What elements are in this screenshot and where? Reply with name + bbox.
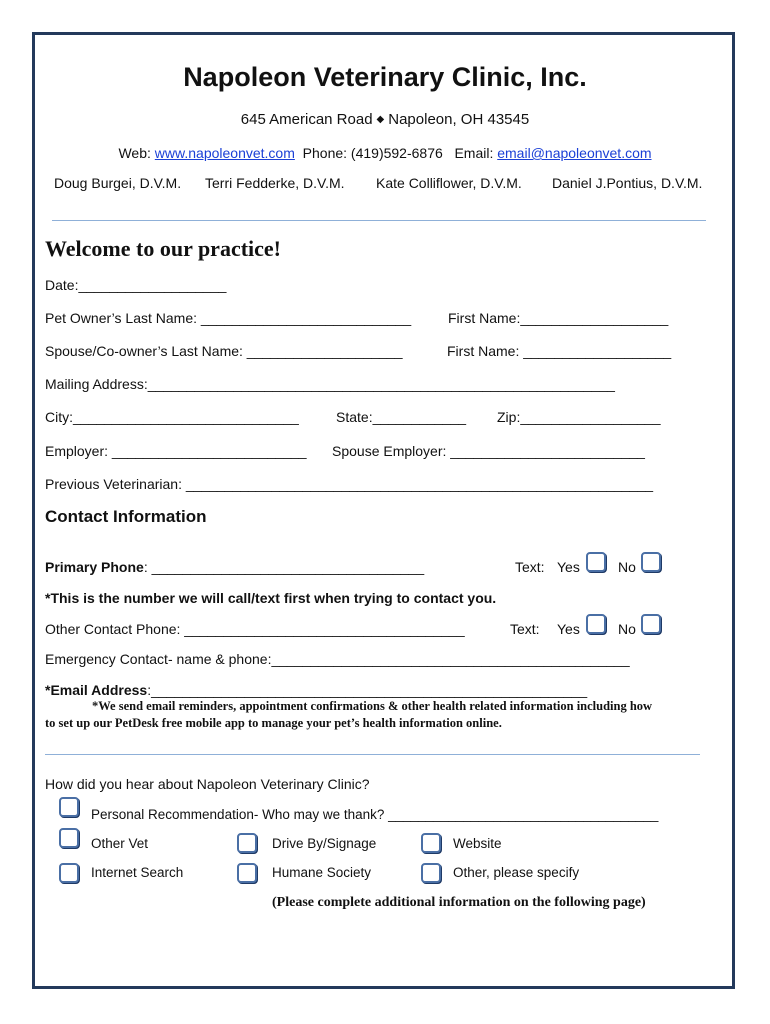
- primary-text-label: Text:: [515, 559, 545, 575]
- employer-field[interactable]: Employer: _________________________: [45, 443, 307, 459]
- website-label: Website: [453, 836, 502, 851]
- drive-by-label: Drive By/Signage: [272, 836, 377, 851]
- primary-text-no-checkbox[interactable]: [641, 552, 661, 572]
- primary-phone-field[interactable]: [45, 559, 424, 575]
- contact-line: [0, 145, 770, 161]
- primary-phone-label: Primary Phone: [45, 559, 144, 575]
- diamond-icon: ◆: [376, 114, 385, 125]
- other-text-yes-label: Yes: [557, 621, 580, 637]
- primary-text-no-label: No: [618, 559, 636, 575]
- zip-field[interactable]: Zip:__________________: [497, 409, 661, 425]
- clinic-title: Napoleon Veterinary Clinic, Inc.: [183, 62, 587, 92]
- website-link[interactable]: www.napoleonvet.com: [154, 145, 295, 161]
- email-address-line: :________________________________________________________: [147, 682, 588, 698]
- spouse-employer-field[interactable]: Spouse Employer: _________________________: [332, 443, 645, 459]
- welcome-heading: Welcome to our practice!: [45, 236, 282, 261]
- primary-text-yes-label: Yes: [557, 559, 580, 575]
- doctor-1: Doug Burgei, D.V.M.: [54, 175, 182, 191]
- other-vet-checkbox[interactable]: [59, 828, 79, 848]
- contact-heading: Contact Information: [45, 507, 207, 526]
- email-note-line-1: *We send email reminders, appointment confirmations & other health related information including how: [92, 699, 653, 713]
- contact-divider: [45, 754, 700, 755]
- spouse-last-name-field[interactable]: Spouse/Co-owner’s Last Name: ____________________: [45, 343, 403, 359]
- spouse-first-name-field[interactable]: First Name: ___________________: [447, 343, 672, 359]
- other-text-no-checkbox[interactable]: [641, 614, 661, 634]
- personal-recommendation-checkbox[interactable]: [59, 797, 79, 817]
- other-vet-label: Other Vet: [91, 836, 149, 851]
- address-street: 645 American Road: [240, 111, 373, 128]
- previous-vet-field[interactable]: Previous Veterinarian: ____________________________________________________________: [45, 476, 654, 492]
- internet-search-label: Internet Search: [91, 865, 184, 880]
- other-specify-label: Other, please specify: [453, 865, 580, 880]
- other-text-yes-checkbox[interactable]: [586, 614, 606, 634]
- website-checkbox[interactable]: [421, 833, 441, 853]
- state-field[interactable]: State:____________: [336, 409, 467, 425]
- mailing-address-field[interactable]: Mailing Address:____________________________________________________________: [45, 376, 615, 392]
- other-text-label: Text:: [510, 621, 540, 637]
- date-field[interactable]: Date:___________________: [45, 277, 227, 293]
- humane-society-checkbox[interactable]: [237, 863, 257, 883]
- other-text-no-label: No: [618, 621, 636, 637]
- web-label: Web:: [118, 145, 151, 161]
- continue-note: (Please complete additional information on the following page): [272, 895, 646, 910]
- doctor-2: Terri Fedderke, D.V.M.: [205, 175, 345, 191]
- primary-text-yes-checkbox[interactable]: [586, 552, 606, 572]
- email-label: Email:: [454, 145, 494, 161]
- email-link[interactable]: email@napoleonvet.com: [497, 145, 652, 161]
- humane-society-label: Humane Society: [272, 865, 372, 880]
- drive-by-checkbox[interactable]: [237, 833, 257, 853]
- doctor-4: Daniel J.Pontius, D.V.M.: [552, 175, 703, 191]
- address-city: Napoleon, OH 43545: [388, 111, 530, 128]
- city-field[interactable]: City:_____________________________: [45, 409, 299, 425]
- header-divider: [52, 220, 706, 221]
- personal-recommendation-label: Personal Recommendation- Who may we thank? ____________________________________: [91, 807, 659, 822]
- emergency-contact-field[interactable]: Emergency Contact- name & phone:______________________________________________: [45, 651, 630, 667]
- owner-last-name-field[interactable]: Pet Owner’s Last Name: ___________________________: [45, 310, 412, 326]
- clinic-phone: Phone: (419)592-6876: [302, 145, 443, 161]
- email-note-line-2: to set up our PetDesk free mobile app to manage your pet’s health information online.: [45, 716, 502, 730]
- internet-search-checkbox[interactable]: [59, 863, 79, 883]
- email-address-field[interactable]: [45, 682, 587, 698]
- doctor-3: Kate Colliflower, D.V.M.: [376, 175, 522, 191]
- other-specify-checkbox[interactable]: [421, 863, 441, 883]
- primary-phone-line: : ___________________________________: [143, 559, 425, 575]
- primary-phone-note: *This is the number we will call/text first when trying to contact you.: [45, 590, 497, 606]
- referral-question: How did you hear about Napoleon Veterinary Clinic?: [45, 776, 370, 792]
- email-address-label: *Email Address: [45, 682, 148, 698]
- other-phone-field[interactable]: Other Contact Phone: ____________________________________: [45, 621, 465, 637]
- owner-first-name-field[interactable]: First Name:___________________: [448, 310, 669, 326]
- clinic-address: [0, 111, 770, 128]
